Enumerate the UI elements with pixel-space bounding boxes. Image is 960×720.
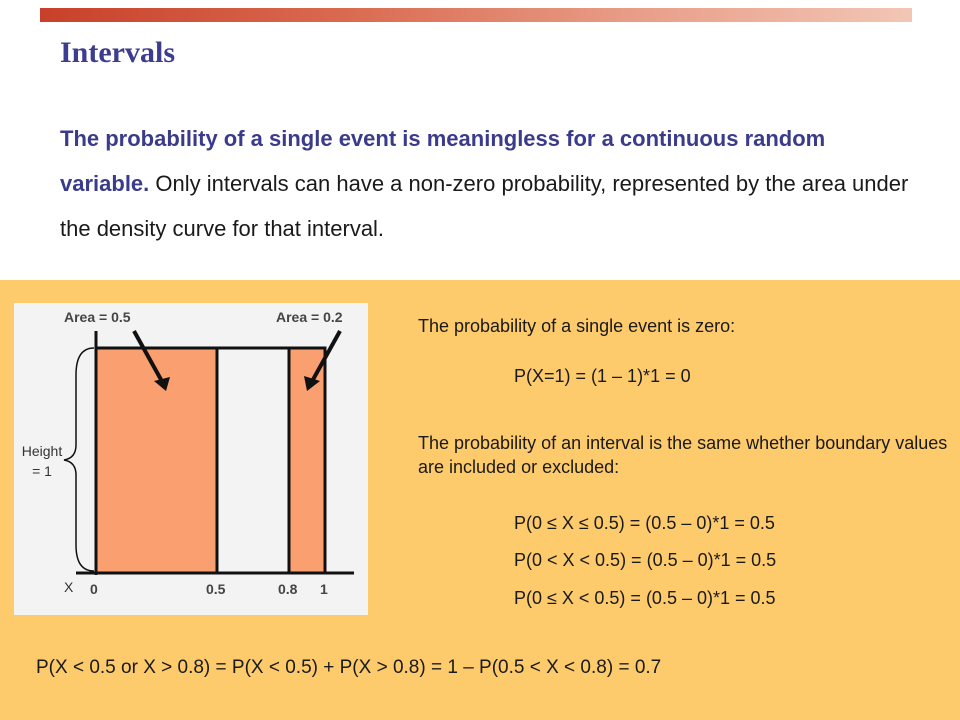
height-label-line2: = 1 bbox=[32, 463, 52, 479]
title-accent-bar bbox=[40, 8, 912, 22]
tick-label-1: 1 bbox=[320, 581, 328, 597]
interval-formula-3: P(0 ≤ X < 0.5) = (0.5 – 0)*1 = 0.5 bbox=[514, 588, 776, 608]
tick-label-0.5: 0.5 bbox=[206, 581, 226, 597]
bottom-formula: P(X < 0.5 or X > 0.8) = P(X < 0.5) + P(X > 0.8) = 1 – P(0.5 < X < 0.8) = 0.7 bbox=[36, 657, 662, 678]
single-event-heading: The probability of a single event is zero: bbox=[418, 316, 736, 336]
intro-rest-text: Only intervals can have a non-zero probability, represented by the area under the density curve for that interval. bbox=[60, 171, 909, 241]
density-plot bbox=[14, 303, 368, 615]
area-label-right: Area = 0.2 bbox=[276, 309, 343, 325]
intro-paragraph bbox=[60, 116, 920, 251]
intro-bold-text: The probability of a single event is meaningless for a continuous random variable. bbox=[60, 126, 826, 196]
interval-heading: The probability of an interval is the same whether boundary values are included or excluded: bbox=[418, 433, 948, 477]
tick-label-0: 0 bbox=[90, 581, 98, 597]
tick-label-0.8: 0.8 bbox=[278, 581, 298, 597]
uniform-density-figure bbox=[14, 303, 368, 615]
area-label-left: Area = 0.5 bbox=[64, 309, 131, 325]
height-label-line1: Height bbox=[21, 443, 63, 459]
single-event-formula: P(X=1) = (1 – 1)*1 = 0 bbox=[514, 366, 691, 386]
slide-title: Intervals bbox=[60, 36, 175, 69]
height-label bbox=[18, 441, 66, 481]
interval-formula-2: P(0 < X < 0.5) = (0.5 – 0)*1 = 0.5 bbox=[514, 550, 777, 570]
x-axis-label: X bbox=[64, 579, 74, 595]
interval-formula-1: P(0 ≤ X ≤ 0.5) = (0.5 – 0)*1 = 0.5 bbox=[514, 513, 775, 533]
